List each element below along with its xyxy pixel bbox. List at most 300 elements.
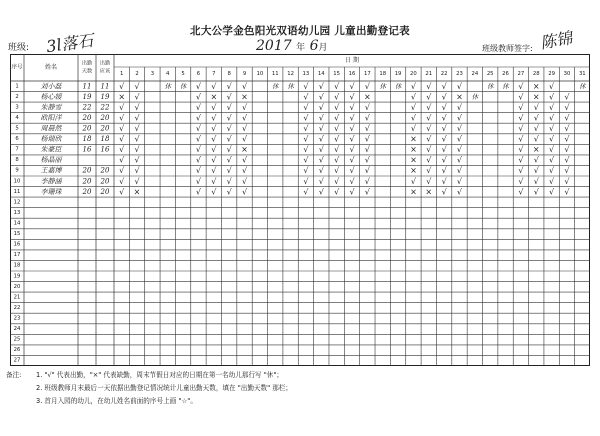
year-value: 2017 (256, 38, 292, 54)
attendance-mark: √ (426, 155, 432, 165)
attendance-mark: √ (426, 102, 432, 112)
student-due-days: 16 (100, 145, 110, 154)
attendance-mark: √ (334, 166, 340, 176)
row-number-26: 26 (13, 347, 21, 354)
row-number-27: 27 (13, 357, 21, 364)
col-header-attend-2: 天数 (81, 68, 93, 75)
row-number-6: 6 (15, 136, 19, 143)
attendance-mark: √ (303, 176, 309, 186)
day-header-24: 24 (471, 71, 479, 77)
attendance-mark: √ (549, 145, 555, 155)
attendance-mark: √ (549, 166, 555, 176)
attendance-mark: √ (349, 176, 355, 186)
attendance-mark: √ (318, 124, 324, 133)
student-name: 杨心媛 (40, 92, 62, 101)
attendance-mark: √ (564, 166, 570, 176)
attendance-mark: √ (426, 166, 432, 176)
attendance-mark: √ (518, 124, 524, 133)
attendance-mark: √ (226, 176, 232, 186)
attendance-mark: √ (549, 187, 555, 197)
attendance-mark: √ (241, 134, 248, 144)
row-number-4: 4 (15, 114, 19, 121)
attendance-mark: √ (318, 92, 324, 102)
attendance-mark: √ (211, 176, 217, 186)
attendance-mark: √ (303, 92, 309, 102)
day-header-3: 3 (150, 71, 155, 77)
attendance-mark: √ (441, 187, 447, 197)
row-number-16: 16 (13, 241, 21, 248)
attendance-mark: √ (211, 81, 217, 91)
attendance-mark: √ (226, 113, 232, 123)
attendance-mark: √ (549, 124, 555, 133)
attendance-mark: √ (241, 81, 248, 91)
attendance-mark: × (118, 92, 126, 102)
attendance-mark: √ (456, 134, 463, 144)
attendance-mark: √ (134, 155, 140, 165)
attendance-mark: √ (241, 113, 248, 123)
attendance-mark: √ (195, 124, 202, 133)
student-attend-days: 20 (82, 187, 92, 196)
attendance-mark: √ (533, 134, 539, 144)
attendance-mark: √ (549, 155, 555, 165)
attendance-mark: √ (456, 155, 463, 165)
attendance-mark: √ (318, 113, 324, 123)
attendance-mark: √ (364, 166, 370, 176)
attendance-mark: √ (564, 92, 570, 102)
attendance-mark: √ (549, 81, 555, 91)
attendance-mark: √ (441, 124, 447, 133)
row-number-2: 2 (15, 93, 19, 100)
attendance-mark: √ (364, 134, 370, 144)
day-header-17: 17 (363, 71, 371, 77)
attendance-mark: √ (134, 145, 140, 155)
attendance-mark: √ (349, 134, 355, 144)
attendance-mark: √ (211, 187, 217, 197)
attendance-mark: √ (226, 124, 232, 133)
attendance-mark: √ (303, 155, 309, 165)
student-name: 朱豪臣 (40, 145, 62, 154)
attendance-mark: √ (211, 124, 217, 133)
student-due-days: 20 (100, 187, 110, 196)
attendance-mark: √ (318, 176, 324, 186)
attendance-mark: √ (364, 113, 370, 123)
class-label: 班级: (8, 43, 30, 53)
day-header-30: 30 (563, 71, 571, 77)
student-due-days: 20 (100, 177, 110, 186)
day-header-25: 25 (486, 71, 494, 77)
attendance-mark: √ (318, 81, 324, 91)
attendance-mark: √ (533, 113, 539, 123)
attendance-mark: √ (211, 102, 217, 112)
attendance-mark: √ (318, 166, 324, 176)
attendance-mark: √ (349, 166, 355, 176)
attendance-mark: √ (119, 155, 125, 165)
attendance-mark: √ (518, 134, 524, 144)
row-number-7: 7 (15, 146, 19, 153)
attendance-mark: √ (119, 113, 125, 123)
attendance-mark: 休 (471, 92, 479, 101)
notes-section (6, 369, 596, 408)
attendance-mark: √ (549, 102, 555, 112)
attendance-mark: √ (119, 81, 125, 91)
attendance-mark: √ (119, 102, 125, 112)
attendance-mark: √ (518, 81, 524, 91)
attendance-mark: × (410, 166, 417, 176)
attendance-mark: √ (241, 155, 248, 165)
attendance-mark: √ (441, 155, 447, 165)
attendance-mark: × (241, 92, 248, 102)
student-due-days: 18 (100, 135, 110, 144)
attendance-mark: √ (195, 92, 202, 102)
attendance-mark: √ (226, 187, 232, 197)
col-header-seq: 序号 (11, 64, 23, 71)
attendance-mark: √ (456, 124, 463, 133)
month-char: 月 (318, 43, 328, 53)
attendance-mark: √ (456, 145, 463, 155)
attendance-mark: √ (195, 166, 202, 176)
note-line-1: 1. "√" 代表出勤，"×" 代表缺勤，周末节假日对应的日期在第一名幼儿那行写 "休"； (36, 371, 284, 379)
day-header-9: 9 (242, 71, 247, 77)
attendance-mark: √ (334, 92, 340, 102)
attendance-mark: √ (456, 187, 463, 197)
attendance-mark: √ (134, 176, 140, 186)
student-attend-days: 22 (82, 103, 92, 112)
attendance-mark: √ (426, 113, 432, 123)
attendance-mark: √ (334, 102, 340, 112)
attendance-mark: √ (533, 155, 539, 165)
attendance-mark: √ (564, 134, 570, 144)
row-number-10: 10 (13, 178, 21, 185)
row-number-21: 21 (13, 294, 21, 301)
row-number-25: 25 (13, 336, 21, 343)
attendance-mark: √ (426, 92, 432, 102)
attendance-mark: √ (441, 113, 447, 123)
attendance-mark: 休 (502, 82, 509, 91)
col-header-dates: 日 期 (345, 57, 359, 64)
attendance-mark: √ (533, 166, 539, 176)
attendance-mark: √ (119, 187, 125, 197)
month-value: 6 (309, 38, 319, 54)
day-header-8: 8 (227, 71, 231, 77)
row-number-18: 18 (13, 262, 21, 269)
attendance-mark: √ (195, 102, 202, 112)
attendance-mark: × (456, 92, 463, 102)
attendance-mark: √ (318, 187, 324, 197)
student-name: 王嘉博 (40, 166, 62, 175)
attendance-mark: √ (564, 145, 570, 155)
day-header-4: 4 (166, 71, 170, 77)
attendance-mark: √ (318, 102, 324, 112)
attendance-mark: √ (303, 134, 309, 144)
attendance-mark: √ (564, 124, 570, 133)
attendance-mark: √ (564, 113, 570, 123)
attendance-mark: √ (134, 102, 140, 112)
student-name: 朱静雪 (40, 103, 62, 112)
attendance-mark: √ (349, 124, 355, 133)
day-header-23: 23 (456, 71, 463, 77)
attendance-mark: √ (334, 124, 340, 133)
attendance-mark: √ (549, 113, 555, 123)
student-name: 周晨然 (40, 124, 62, 133)
attendance-mark: √ (410, 81, 416, 91)
day-header-29: 29 (548, 71, 555, 77)
attendance-mark: √ (334, 187, 340, 197)
col-header-due-2: 应该 (99, 68, 111, 75)
attendance-mark: √ (134, 113, 140, 123)
attendance-mark: √ (195, 176, 202, 186)
attendance-mark: √ (426, 124, 432, 133)
attendance-mark: √ (349, 92, 355, 102)
attendance-mark: × (532, 81, 540, 91)
attendance-mark: √ (195, 145, 202, 155)
attendance-mark: × (410, 187, 417, 197)
student-due-days: 11 (100, 82, 110, 91)
attendance-mark: √ (456, 176, 463, 186)
attendance-mark: √ (119, 166, 125, 176)
day-header-31: 31 (578, 71, 586, 77)
row-number-3: 3 (15, 104, 19, 111)
attendance-mark: √ (549, 176, 555, 186)
day-header-19: 19 (394, 71, 402, 77)
attendance-mark: √ (134, 92, 140, 102)
attendance-mark: √ (518, 113, 524, 123)
attendance-mark: √ (533, 176, 539, 186)
attendance-mark: √ (564, 176, 570, 186)
attendance-mark: √ (334, 134, 340, 144)
attendance-mark: × (532, 92, 540, 102)
student-attend-days: 20 (82, 124, 92, 133)
student-attend-days: 20 (82, 166, 92, 175)
attendance-mark: × (210, 92, 218, 102)
attendance-mark: √ (226, 134, 232, 144)
attendance-mark: √ (364, 145, 370, 155)
attendance-mark: √ (410, 113, 416, 123)
row-number-1: 1 (15, 83, 19, 90)
day-header-11: 11 (271, 71, 279, 77)
row-number-11: 11 (13, 188, 21, 195)
attendance-mark: √ (226, 81, 232, 91)
attendance-mark: √ (364, 176, 370, 186)
attendance-mark: √ (334, 81, 340, 91)
attendance-mark: √ (303, 166, 309, 176)
note-line-3: 3. 首月入园的幼儿，在幼儿姓名前面的序号上画 "☆"。 (36, 397, 197, 405)
attendance-mark: √ (119, 176, 125, 186)
student-name: 李静涵 (40, 177, 62, 186)
attendance-mark: √ (364, 155, 370, 165)
attendance-mark: √ (195, 134, 202, 144)
attendance-mark: √ (410, 92, 416, 102)
student-name: 杨晶丽 (40, 156, 62, 165)
attendance-mark: √ (241, 176, 248, 186)
attendance-mark: √ (119, 134, 125, 144)
attendance-mark: √ (134, 166, 140, 176)
attendance-mark: √ (211, 134, 217, 144)
attendance-mark: √ (211, 166, 217, 176)
attendance-mark: √ (518, 145, 524, 155)
col-header-due: 出勤 (99, 60, 111, 67)
attendance-mark: √ (241, 102, 248, 112)
attendance-mark: √ (241, 166, 248, 176)
attendance-mark: √ (518, 102, 524, 112)
attendance-mark: 休 (179, 82, 187, 91)
attendance-mark: √ (303, 124, 309, 133)
student-due-days: 19 (100, 92, 110, 101)
row-number-9: 9 (15, 167, 19, 174)
attendance-mark: √ (226, 92, 232, 102)
attendance-mark: √ (441, 81, 447, 91)
date-heading (256, 38, 328, 54)
day-header-18: 18 (379, 71, 387, 77)
attendance-mark: √ (456, 166, 463, 176)
attendance-mark: √ (518, 187, 524, 197)
attendance-mark: √ (334, 113, 340, 123)
row-number-15: 15 (13, 231, 21, 238)
attendance-mark: √ (426, 145, 432, 155)
attendance-mark: √ (564, 155, 570, 165)
day-header-27: 27 (517, 71, 525, 77)
attendance-mark: √ (195, 113, 202, 123)
day-header-22: 22 (440, 71, 448, 77)
student-name: 杨瑞欣 (40, 135, 62, 144)
attendance-mark: 休 (394, 82, 402, 91)
day-header-10: 10 (256, 71, 264, 77)
attendance-mark: √ (226, 145, 232, 155)
attendance-mark: 休 (287, 82, 294, 91)
student-attend-days: 19 (82, 92, 92, 101)
attendance-mark: √ (533, 124, 539, 133)
day-header-6: 6 (196, 71, 201, 77)
row-number-8: 8 (15, 157, 19, 164)
attendance-mark: √ (441, 92, 447, 102)
student-attend-days: 11 (82, 82, 92, 91)
year-char: 年 (296, 43, 306, 53)
day-header-15: 15 (333, 71, 341, 77)
attendance-mark: 休 (579, 82, 586, 91)
attendance-mark: × (425, 187, 433, 197)
attendance-mark: √ (134, 81, 140, 91)
attendance-mark: × (410, 134, 417, 144)
row-number-20: 20 (13, 283, 21, 290)
attendance-mark: √ (364, 124, 370, 133)
attendance-mark: √ (241, 187, 248, 197)
attendance-mark: √ (349, 155, 355, 165)
attendance-mark: × (532, 145, 540, 155)
attendance-mark: √ (349, 145, 355, 155)
attendance-mark: √ (533, 102, 539, 112)
day-header-26: 26 (502, 71, 509, 77)
attendance-mark: × (241, 145, 248, 155)
attendance-mark: 休 (486, 82, 494, 91)
attendance-mark: √ (426, 176, 432, 186)
attendance-mark: √ (549, 92, 555, 102)
attendance-mark: √ (318, 145, 324, 155)
attendance-mark: √ (134, 134, 140, 144)
day-header-20: 20 (410, 71, 417, 77)
attendance-mark: √ (303, 187, 309, 197)
day-header-14: 14 (317, 71, 325, 77)
attendance-mark: √ (226, 166, 232, 176)
row-number-23: 23 (13, 315, 21, 322)
attendance-mark: √ (303, 81, 309, 91)
notes-lead: 备注: (6, 371, 22, 379)
student-attend-days: 20 (82, 177, 92, 186)
attendance-mark: 休 (379, 82, 386, 91)
day-header-12: 12 (287, 71, 294, 77)
attendance-mark: √ (226, 102, 232, 112)
attendance-mark: √ (226, 155, 232, 165)
attendance-mark: √ (426, 81, 432, 91)
row-number-19: 19 (13, 273, 21, 280)
attendance-mark: √ (211, 145, 217, 155)
teacher-signature: 陈锦 (538, 28, 574, 53)
day-header-2: 2 (135, 71, 139, 77)
attendance-mark: √ (518, 155, 524, 165)
day-header-5: 5 (181, 71, 185, 77)
attendance-mark: √ (303, 102, 309, 112)
attendance-mark: √ (241, 124, 248, 133)
row-number-14: 14 (13, 220, 21, 227)
attendance-mark: √ (456, 113, 463, 123)
student-name: 李珊珠 (40, 187, 62, 196)
attendance-mark: √ (349, 81, 355, 91)
teacher-label: 班级教师签字: (482, 44, 533, 53)
row-number-24: 24 (13, 326, 21, 333)
attendance-mark: × (364, 92, 371, 102)
attendance-mark: √ (349, 187, 355, 197)
attendance-mark: √ (564, 187, 570, 197)
student-attend-days: 20 (82, 113, 92, 122)
attendance-mark: √ (211, 113, 217, 123)
attendance-mark: √ (318, 155, 324, 165)
student-due-days: 20 (100, 113, 110, 122)
attendance-mark: √ (441, 134, 447, 144)
attendance-mark: √ (410, 102, 416, 112)
attendance-mark: √ (426, 134, 432, 144)
attendance-mark: 休 (164, 82, 171, 91)
attendance-mark: × (133, 187, 141, 197)
attendance-mark: √ (456, 102, 463, 112)
attendance-mark: √ (303, 145, 309, 155)
attendance-mark: √ (349, 102, 355, 112)
attendance-mark: √ (119, 145, 125, 155)
row-number-22: 22 (13, 304, 21, 311)
class-value: 3l落石 (45, 30, 95, 57)
col-header-name: 姓名 (44, 64, 58, 71)
attendance-mark: √ (364, 102, 370, 112)
student-due-days: 20 (100, 124, 110, 133)
row-number-13: 13 (13, 209, 21, 216)
attendance-mark: √ (518, 166, 524, 176)
day-header-13: 13 (302, 71, 310, 77)
row-number-12: 12 (13, 199, 21, 206)
student-due-days: 20 (100, 166, 110, 175)
row-number-17: 17 (13, 252, 21, 259)
attendance-mark: 休 (271, 82, 279, 91)
attendance-mark: √ (211, 155, 217, 165)
attendance-mark: √ (303, 113, 309, 123)
attendance-mark: √ (518, 92, 524, 102)
attendance-mark: √ (441, 176, 447, 186)
attendance-mark: × (410, 155, 417, 165)
day-header-16: 16 (348, 71, 356, 77)
attendance-mark: √ (364, 187, 370, 197)
attendance-mark: √ (364, 81, 370, 91)
attendance-mark: √ (195, 187, 202, 197)
student-name: 刘小磊 (40, 82, 62, 91)
attendance-mark: √ (549, 134, 555, 144)
attendance-mark: √ (410, 124, 416, 133)
attendance-mark: √ (334, 145, 340, 155)
